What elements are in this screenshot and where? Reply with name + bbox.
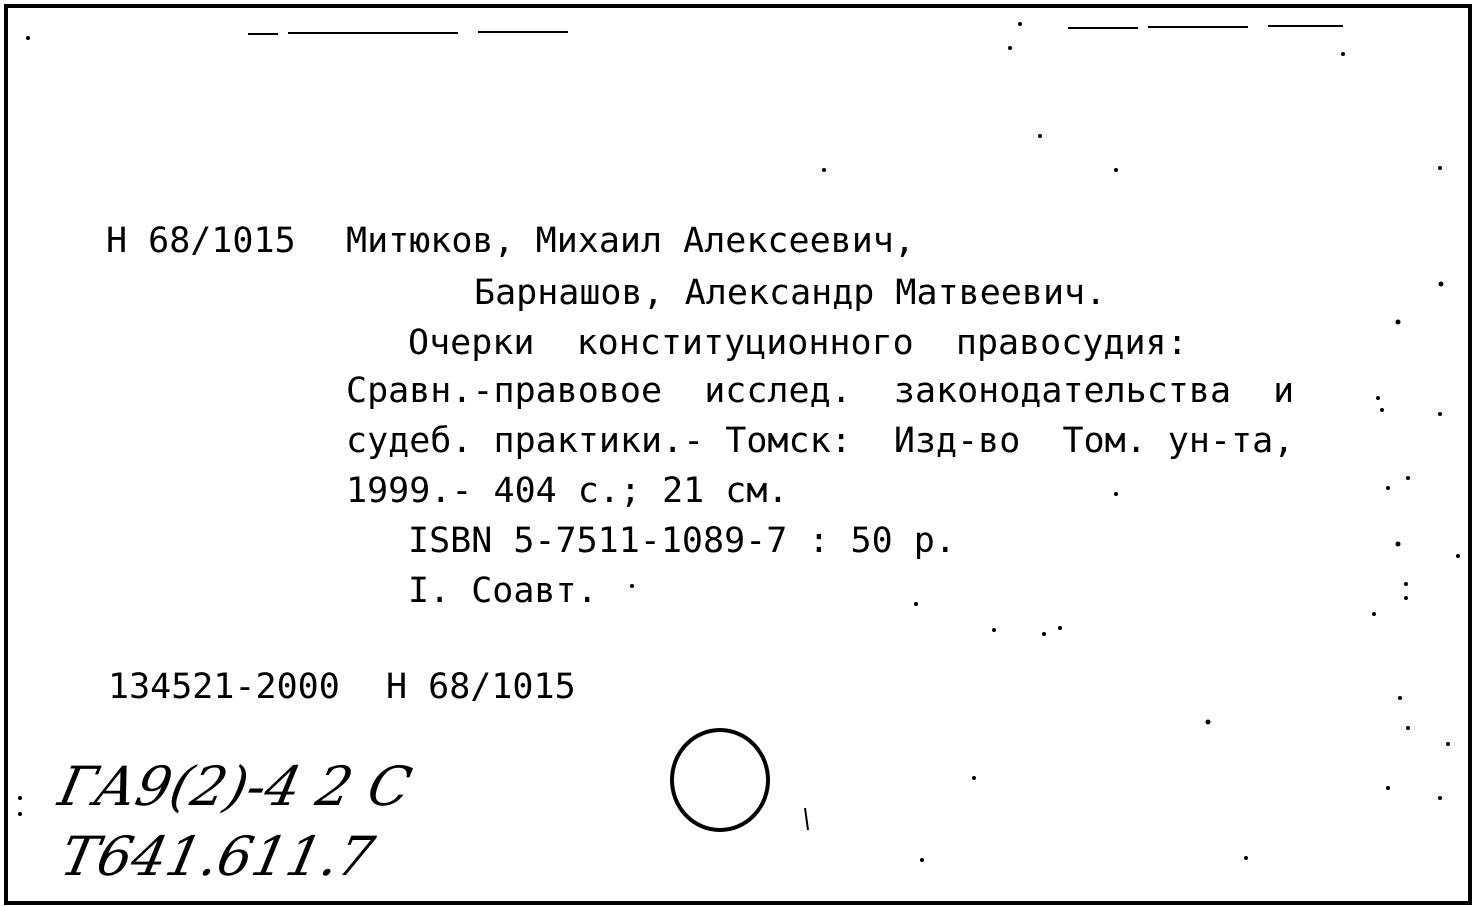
handwritten-classification-2: Т641.611.7: [55, 825, 380, 888]
isbn-line: ISBN 5-7511-1089-7 : 50 р.: [408, 521, 956, 561]
title-line-2: Сравн.-правовое исслед. законодательства и: [346, 371, 1295, 411]
primary-author: Митюков, Михаил Алексеевич,: [346, 221, 915, 261]
footer-call-number: Н 68/1015: [386, 667, 576, 707]
added-entry: I. Соавт.: [408, 571, 598, 611]
call-number: Н 68/1015: [106, 221, 296, 261]
accession-number: 134521-2000: [108, 667, 340, 707]
imprint-line: 1999.- 404 с.; 21 см.: [346, 471, 789, 511]
circle-mark: [672, 730, 768, 830]
handwritten-classification-1: ГА9(2)-4 2 С: [53, 755, 417, 818]
title-line-1: Очерки конституционного правосудия:: [408, 323, 1188, 363]
secondary-author: Барнашов, Александр Матвеевич.: [474, 273, 1107, 313]
title-line-3: судеб. практики.- Томск: Изд-во Том. ун-та,: [346, 421, 1295, 461]
catalog-card: [4, 4, 1472, 905]
